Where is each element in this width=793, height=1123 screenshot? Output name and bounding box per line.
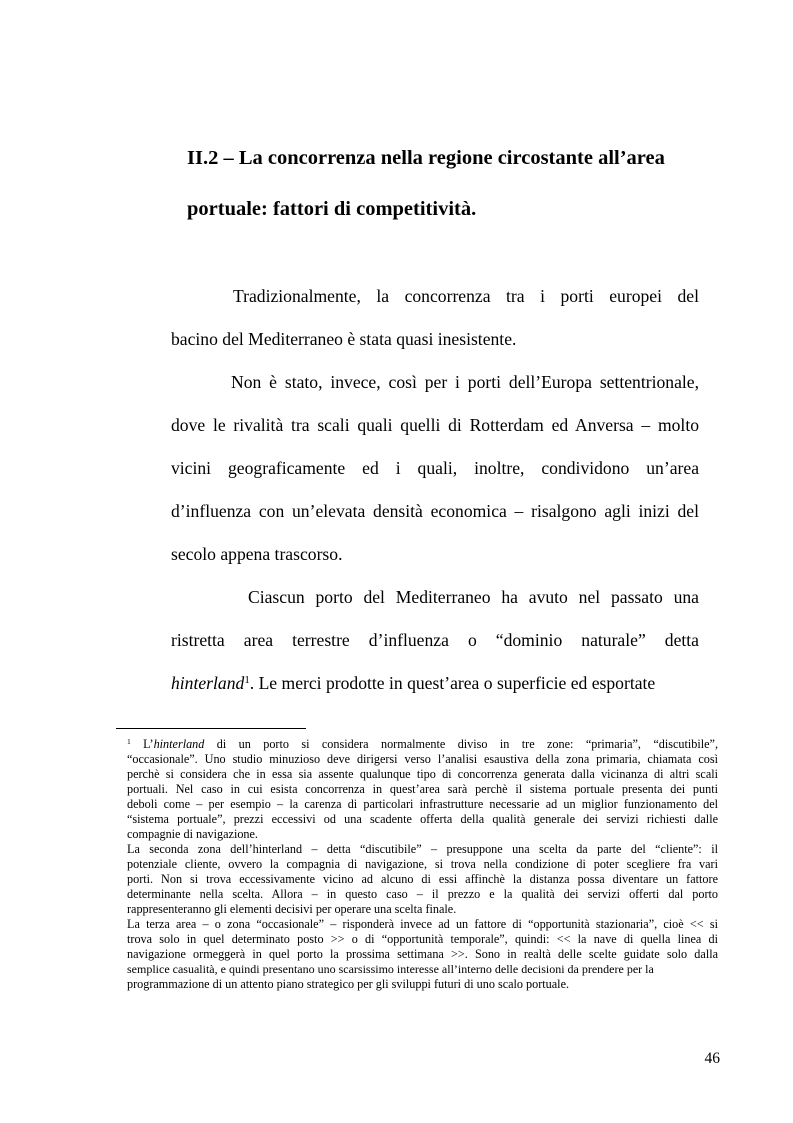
footnote-line-15: navigazione ormeggerà in quel porto la prossima settimana >>. Sono in realtà delle scelte guidate solo dalla: [127, 948, 718, 961]
footnote-line-6: “sistema portuale”, prezzi eccessivi od una scadente offerta della qualità generale dei servizi richiesti dalle: [127, 813, 718, 826]
paragraph-1-line-2: bacino del Mediterraneo è stata quasi inesistente.: [171, 329, 517, 349]
footnote-line-1: [127, 738, 718, 753]
footnote-line-11: determinante nella scelta. Allora – in questo caso – il prezzo e la qualità dei servizi offerti dal porto: [127, 888, 718, 901]
paragraph-2-line-5: secolo appena trascorso.: [171, 544, 343, 564]
footnote-line-10: porti. Non si trova eccessivamente vicino ad alcuno di essi affinchè la distanza possa diventare un fattore: [127, 873, 718, 886]
footnote-line-4: portuali. Nel caso in cui esista concorrenza in quest’area sarà perchè il sistema portuale presenta dei punti: [127, 783, 718, 796]
footnote-marker: 1: [127, 738, 131, 746]
hinterland-term: hinterland: [171, 673, 245, 693]
paragraph-3-line-3-text: . Le merci prodotte in quest’area o superficie ed esportate: [249, 673, 656, 693]
footnote-line-14: trova solo in quel determinato posto >> o di “opportunità temporale”, quindi: << la nave di quella linea di: [127, 933, 718, 946]
paragraph-2-line-4: d’influenza con un’elevata densità economica – risalgono agli inizi del: [171, 503, 699, 521]
footnote-line-9: potenziale cliente, ovvero la compagnia di navigazione, si trova nella condizione di poter scegliere fra vari: [127, 858, 718, 871]
section-heading-line-1: II.2 – La concorrenza nella regione circostante all’area: [187, 147, 665, 169]
paragraph-3-line-1: Ciascun porto del Mediterraneo ha avuto nel passato una: [248, 589, 699, 607]
footnote-line-7: compagnie di navigazione.: [127, 827, 258, 841]
footnote-line-1-text: di un porto si considera normalmente diviso in tre zone: “primaria”, “discutibile”,: [204, 738, 718, 751]
footnote-line-12: rappresenteranno gli elementi decisivi per operare una scelta finale.: [127, 902, 457, 916]
paragraph-1-line-1: Tradizionalmente, la concorrenza tra i porti europei del: [233, 288, 699, 306]
footnote-line-2: “occasionale”. Uno studio minuzioso deve dirigersi verso l’analisi esaustiva della zona primaria, chiamata così: [127, 753, 718, 766]
footnote-separator: [116, 728, 306, 729]
footnote-term: hinterland: [153, 738, 205, 751]
footnote-line-17: programmazione di un attento piano strategico per gli sviluppi futuri di uno scalo portuale.: [127, 977, 570, 991]
footnote-line-8: La seconda zona dell’hinterland – detta “discutibile” – presuppone una scelta da parte del “cliente”: il: [127, 843, 718, 856]
paragraph-2-line-3: vicini geograficamente ed i quali, inoltre, condividono un’area: [171, 460, 699, 478]
footnote-line-16: semplice casualità, e quindi presentano uno scarsissimo interesse all’interno delle decisioni da prendere per la: [127, 962, 654, 976]
paragraph-3-line-3: [171, 675, 655, 693]
paragraph-2-line-2: dove le rivalità tra scali quali quelli di Rotterdam ed Anversa – molto: [171, 417, 699, 435]
footnote-line-3: perchè si considera che in essa sia assente qualunque tipo di concorrenza generata dalla vicinanza di altri scali: [127, 768, 718, 781]
page-number: 46: [704, 1050, 720, 1067]
footnote-reference[interactable]: 1: [244, 674, 250, 686]
footnote-line-5: deboli come – per esempio – la carenza di particolari infrastrutture necessarie ad un miglior funzionamento del: [127, 798, 718, 811]
footnote-line-13: La terza area – o zona “occasionale” – risponderà invece ad un fattore di “opportunità stazionaria”, cioè << si: [127, 918, 718, 931]
footnote-line-1-prefix: L’: [130, 738, 154, 751]
paragraph-2-line-1: Non è stato, invece, così per i porti dell’Europa settentrionale,: [231, 374, 699, 392]
section-heading-line-2: portuale: fattori di competitività.: [187, 198, 477, 220]
paragraph-3-line-2: ristretta area terrestre d’influenza o “dominio naturale” detta: [171, 632, 699, 650]
